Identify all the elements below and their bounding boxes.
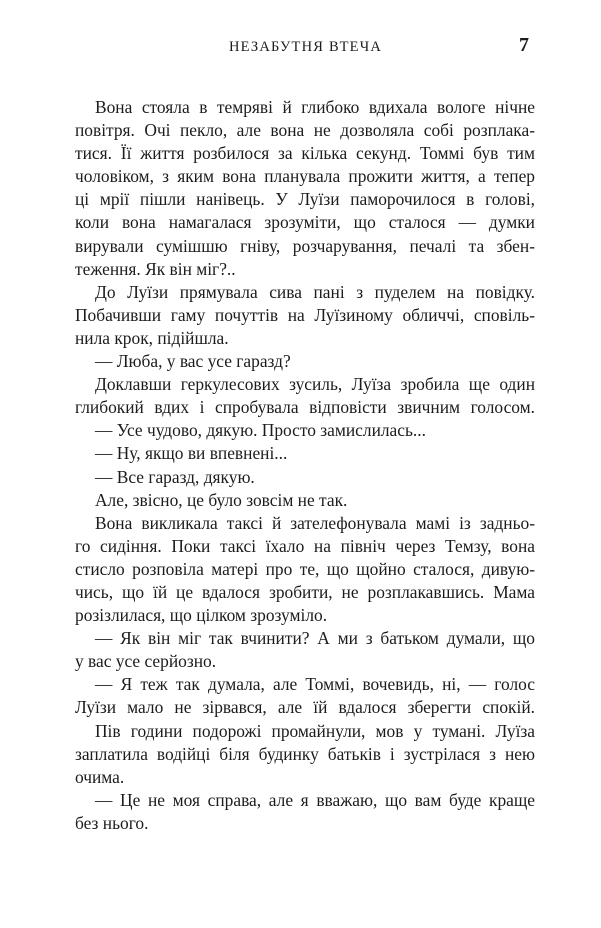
text-line: теження. Як він міг?.. <box>75 258 236 279</box>
text-line: Доклавши геркулесових зусиль, Луїза зробила ще один <box>95 374 535 395</box>
text-line: Вона викликала таксі й зателефонувала мамі із задньо- <box>95 512 535 533</box>
running-title: НЕЗАБУТНЯ ВТЕЧА <box>229 39 383 55</box>
text-line: — Як він міг так вчинити? А ми з батьком думали, що <box>95 628 535 649</box>
text-line: Пів години подорожі промайнули, мов у тумані. Луїза <box>95 720 535 741</box>
text-line: без нього. <box>75 812 149 833</box>
text-line: розізлилася, що цілком зрозуміло. <box>75 605 328 626</box>
text-line: вирували сумішшю гніву, розчарування, печалі та збен- <box>75 235 535 256</box>
text-line: нила крок, підійшла. <box>75 327 229 348</box>
text-line: стисло розповіла матері про те, що щойно сталося, дивую- <box>75 558 535 579</box>
text-line: повітря. Очі пекло, але вона не дозволяла собі розплака- <box>75 120 535 141</box>
text-line: — Це не моя справа, але я вважаю, що вам буде краще <box>95 789 535 810</box>
text-line: Луїзи мало не зірвався, але їй вдалося зберегти спокій. <box>75 697 535 718</box>
text-line: чись, що їй це вдалося зробити, не розплакавшись. Мама <box>75 581 535 602</box>
text-line: коли вона намагалася зрозуміти, що сталося — думки <box>75 212 535 233</box>
text-line: До Луїзи прямувала сива пані з пуделем на повідку. <box>95 281 535 302</box>
text-line: ці мрії пішли нанівець. У Луїзи паморочилося в голові, <box>75 189 535 210</box>
text-line: заплатила водійці біля будинку батьків і зустрілася з нею <box>75 743 535 764</box>
text-line: — Люба, у вас усе гаразд? <box>95 351 291 372</box>
text-line: чоловіком, з яким вона планувала прожити життя, а тепер <box>75 166 535 187</box>
text-line: Вона стояла в темряві й глибоко вдихала вологе нічне <box>95 97 535 117</box>
text-line: глибокий вдих і спробувала відповісти звичним голосом. <box>75 397 535 418</box>
text-line: — Усе чудово, дякую. Просто замислилась... <box>95 420 426 441</box>
text-line: Але, звісно, це було зовсім не так. <box>95 489 348 510</box>
body-text <box>75 96 535 835</box>
text-line: Побачивши гаму почуттів на Луїзиному обличчі, сповіль- <box>75 304 535 325</box>
page-number: 7 <box>519 34 529 56</box>
text-line: — Я теж так думала, але Томмі, вочевидь, ні, — голос <box>95 674 535 695</box>
text-line: го сидіння. Поки таксі їхало на північ через Темзу, вона <box>75 535 535 556</box>
text-line: очима. <box>75 766 125 787</box>
text-line: — Все гаразд, дякую. <box>95 466 255 487</box>
text-line: — Ну, якщо ви впевнені... <box>95 443 288 464</box>
text-line: тися. Її життя розбилося за кілька секунд. Томмі був тим <box>75 143 535 164</box>
text-line: у вас усе серйозно. <box>75 651 217 672</box>
